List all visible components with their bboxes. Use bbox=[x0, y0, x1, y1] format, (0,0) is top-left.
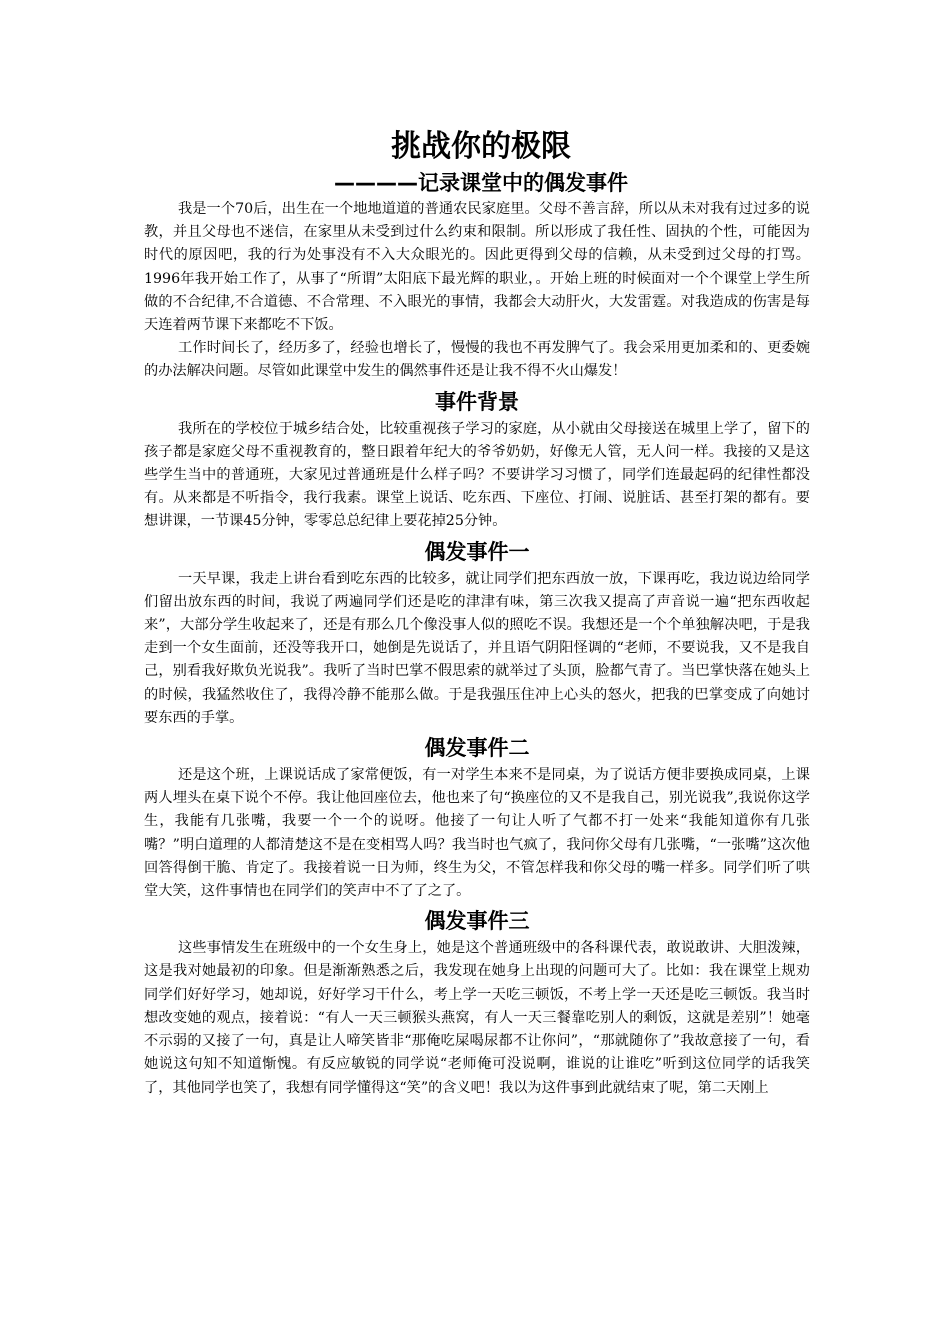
document-title: 挑战你的极限 bbox=[391, 129, 571, 164]
section-heading-background: 事件背景 bbox=[435, 389, 519, 414]
intro-paragraph-2: 工作时间长了，经历多了，经验也增长了，慢慢的我也不再发脾气了。我会采用更加柔和的、更委婉的办法解决问题。尽管如此课堂中发生的偶然事件还是让我不得不火山爆发！ bbox=[144, 340, 810, 380]
section-paragraph-background: 我所在的学校位于城乡结合处，比较重视孩子学习的家庭，从小就由父母接送在城里上学了，留下的孩子都是家庭父母不重视教育的，整日跟着年纪大的爷爷奶奶，好像无人管，无人问一样。我接的又是这些学生当中的普通班，大家见过普通班是什么样子吗？不要讲学习习惯了，同学们连最起码的纪律性都没有。从来都是不听指令，我行我素。课堂上说话、吃东西、下座位、打闹、说脏话、甚至打架的都有。要想讲课，一节课45分钟，零零总总纪律上要花掉25分钟。 bbox=[144, 420, 810, 530]
section-paragraph-event-3: 这些事情发生在班级中的一个女生身上，她是这个普通班级中的各科课代表，敢说敢讲、大胆泼辣，这是我对她最初的印象。但是渐渐熟悉之后，我发现在她身上出现的问题可大了。比如：我在课堂上规劝同学们好好学习，她却说，好好学习干什么，考上学一天吃三顿饭，不考上学一天还是吃三顿饭。我当时想改变她的观点，接着说：“有人一天三顿猴头燕窝，有人一天三餐靠吃别人的剩饭，这就是差别”！她毫不示弱的又接了一句，真是让人啼笑皆非“那俺吃屎喝尿都不让你问”，“那就随你了”我故意接了一句，看她说这句知不知道惭愧。有反应敏锐的同学说“老师俺可没说啊，谁说的让谁吃”听到这位同学的话我笑了，其他同学也笑了，我想有同学懂得这“笑”的含义吧！我以为这件事到此就结束了呢，第二天刚上 bbox=[144, 940, 810, 1096]
section-heading-event-2: 偶发事件二 bbox=[424, 736, 530, 761]
document-subtitle: ————记录课堂中的偶发事件 bbox=[334, 171, 628, 195]
section-heading-event-3: 偶发事件三 bbox=[424, 909, 530, 934]
intro-paragraph-1: 我是一个70后，出生在一个地地道道的普通农民家庭里。父母不善言辞，所以从未对我有过过多的说教，并且父母也不迷信，在家里从未受到过什么约束和限制。所以形成了我任性、固执的个性，可能因为时代的原因吧，我的行为处事没有不入大众眼光的。因此更得到父母的信赖，从未受到过父母的打骂。1996年我开始工作了，从事了“所谓”太阳底下最光辉的职业，。开始上班的时候面对一个个课堂上学生所做的不合纪律,不合道德、不合常理、不入眼光的事情，我都会大动肝火，大发雷霆。对我造成的伤害是每天连着两节课下来都吃不下饭。 bbox=[144, 201, 810, 334]
document-page bbox=[144, 126, 810, 1100]
section-paragraph-event-1: 一天早课，我走上讲台看到吃东西的比较多，就让同学们把东西放一放，下课再吃，我边说边给同学们留出放东西的时间，我说了两遍同学们还是吃的津津有味，第三次我又提高了声音说一遍“把东西收起来”，大部分学生收起来了，还是有那么几个像没事人似的照吃不误。我想还是一个个单独解决吧，于是我走到一个女生面前，还没等我开口，她倒是先说话了，并且语气阴阳怪调的“老师，不要说我，又不是我自己，别看我好欺负光说我”。我听了当时巴掌不假思索的就举过了头顶，脸都气青了。当巴掌快落在她头上的时候，我猛然收住了，我得冷静不能那么做。于是我强压住冲上心头的怒火，把我的巴掌变成了向她讨要东西的手掌。 bbox=[144, 570, 810, 726]
section-paragraph-event-2: 还是这个班，上课说话成了家常便饭，有一对学生本来不是同桌，为了说话方便非要换成同桌，上课两人埋头在桌下说个不停。我让他回座位去，他也来了句“换座位的又不是我自己，别光说我”,我说你这学生，我能有几张嘴，我要一个一个的说呀。他接了一句让人听了气都不打一处来“我能知道你有几张嘴？”明白道理的人都清楚这不是在变相骂人吗？我当时也气疯了，我问你父母有几张嘴，“一张嘴”这次他回答得倒干脆、肯定了。我接着说一日为师，终生为父，不管怎样我和你父母的嘴一样多。同学们听了哄堂大笑，这件事情也在同学们的笑声中不了了之了。 bbox=[144, 767, 810, 900]
section-heading-event-1: 偶发事件一 bbox=[424, 539, 530, 564]
